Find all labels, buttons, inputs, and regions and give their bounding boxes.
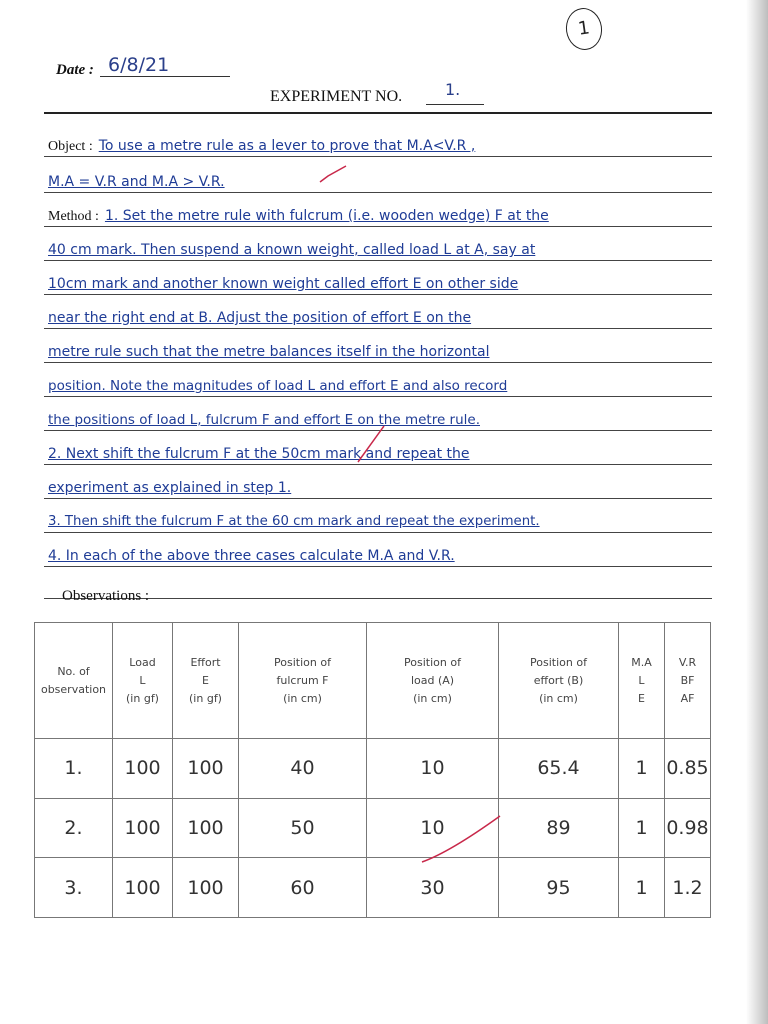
cell-ma: 1 <box>619 858 665 918</box>
table-row <box>35 858 711 918</box>
observations-table <box>34 622 711 918</box>
ruled-line <box>44 566 712 567</box>
ruled-line <box>44 532 712 533</box>
check-mark-icon <box>356 424 386 464</box>
method-text: experiment as explained in step 1. <box>48 480 292 496</box>
cell-observation-no: 1. <box>35 739 113 799</box>
header-rule <box>44 112 712 114</box>
page-edge-shadow <box>746 0 768 1024</box>
method-text: 4. In each of the above three cases calculate M.A and V.R. <box>48 548 455 564</box>
method-line-9 <box>48 480 291 496</box>
page-number: 1 <box>563 6 604 53</box>
cell-load: 100 <box>113 858 173 918</box>
object-label: Object : <box>48 139 93 154</box>
method-text: metre rule such that the metre balances itself in the horizontal <box>48 344 490 360</box>
header-effort: Effort E (in gf) <box>173 623 239 739</box>
object-text-1: To use a metre rule as a lever to prove that M.A<V.R , <box>98 138 476 154</box>
header-vr: V.R BF AF <box>665 623 711 739</box>
method-text: 3. Then shift the fulcrum F at the 60 cm mark and repeat the experiment. <box>48 514 540 529</box>
cell-vr: 1.2 <box>665 858 711 918</box>
method-line-8 <box>48 446 470 462</box>
ruled-line <box>44 156 712 157</box>
method-line-1 <box>48 208 549 225</box>
ruled-line <box>44 328 712 329</box>
experiment-label: EXPERIMENT NO. <box>270 88 403 105</box>
cell-observation-no: 2. <box>35 798 113 858</box>
cell-vr: 0.98 <box>665 798 711 858</box>
cell-observation-no: 3. <box>35 858 113 918</box>
cell-load-position: 30 <box>367 858 499 918</box>
header-fulcrum-position: Position of fulcrum F (in cm) <box>239 623 367 739</box>
cell-load-position: 10 <box>367 739 499 799</box>
cell-fulcrum-position: 40 <box>239 739 367 799</box>
ruled-line <box>44 260 712 261</box>
date-value: 6/8/21 <box>108 54 170 76</box>
ruled-line <box>44 396 712 397</box>
cell-effort: 100 <box>173 858 239 918</box>
header-observation-no: No. of observation <box>35 623 113 739</box>
method-text: 40 cm mark. Then suspend a known weight, called load L at A, say at <box>48 242 536 258</box>
method-text: 2. Next shift the fulcrum F at the 50cm mark and repeat the <box>48 446 470 462</box>
header-load: Load L (in gf) <box>113 623 173 739</box>
method-text: 10cm mark and another known weight called effort E on other side <box>48 276 519 292</box>
object-text-2: M.A = V.R and M.A > V.R. <box>48 174 225 190</box>
experiment-underline <box>426 104 484 105</box>
ruled-line <box>44 362 712 363</box>
cell-ma: 1 <box>619 739 665 799</box>
cell-ma: 1 <box>619 798 665 858</box>
method-text: the positions of load L, fulcrum F and effort E on the metre rule. <box>48 412 480 428</box>
check-mark-icon <box>318 164 348 184</box>
date-underline <box>100 76 230 77</box>
cell-load: 100 <box>113 739 173 799</box>
cell-effort: 100 <box>173 739 239 799</box>
cell-load: 100 <box>113 798 173 858</box>
cell-load-position: 10 <box>367 798 499 858</box>
cell-fulcrum-position: 60 <box>239 858 367 918</box>
table-row <box>35 739 711 799</box>
ruled-line <box>44 498 712 499</box>
ruled-line <box>44 192 712 193</box>
observations-label: Observations : <box>62 588 150 604</box>
table-header-row <box>35 623 711 739</box>
method-line-3 <box>48 276 518 292</box>
table-row <box>35 798 711 858</box>
date-label: Date : <box>56 62 94 78</box>
method-text: position. Note the magnitudes of load L and effort E and also record <box>48 378 508 394</box>
method-text: near the right end at B. Adjust the position of effort E on the <box>48 310 472 326</box>
ruled-line <box>44 464 712 465</box>
method-line-11 <box>48 548 455 564</box>
method-line-7 <box>48 412 480 428</box>
method-line-2 <box>48 242 535 258</box>
method-text: 1. Set the metre rule with fulcrum (i.e. wooden wedge) F at the <box>104 208 549 224</box>
cell-fulcrum-position: 50 <box>239 798 367 858</box>
method-line-6 <box>48 378 507 394</box>
cell-effort-position: 65.4 <box>499 739 619 799</box>
ruled-line <box>44 294 712 295</box>
ruled-line <box>44 226 712 227</box>
header-ma: M.A L E <box>619 623 665 739</box>
header-load-position: Position of load (A) (in cm) <box>367 623 499 739</box>
header-effort-position: Position of effort (B) (in cm) <box>499 623 619 739</box>
cell-effort-position: 89 <box>499 798 619 858</box>
method-line-4 <box>48 310 471 326</box>
method-line-10 <box>48 514 540 529</box>
experiment-number: 1. <box>445 80 461 99</box>
method-line-5 <box>48 344 489 360</box>
method-label: Method : <box>48 209 99 224</box>
object-line-2 <box>48 174 225 190</box>
object-line-1 <box>48 138 475 155</box>
cell-effort-position: 95 <box>499 858 619 918</box>
cell-vr: 0.85 <box>665 739 711 799</box>
cell-effort: 100 <box>173 798 239 858</box>
check-mark-icon <box>420 814 502 864</box>
